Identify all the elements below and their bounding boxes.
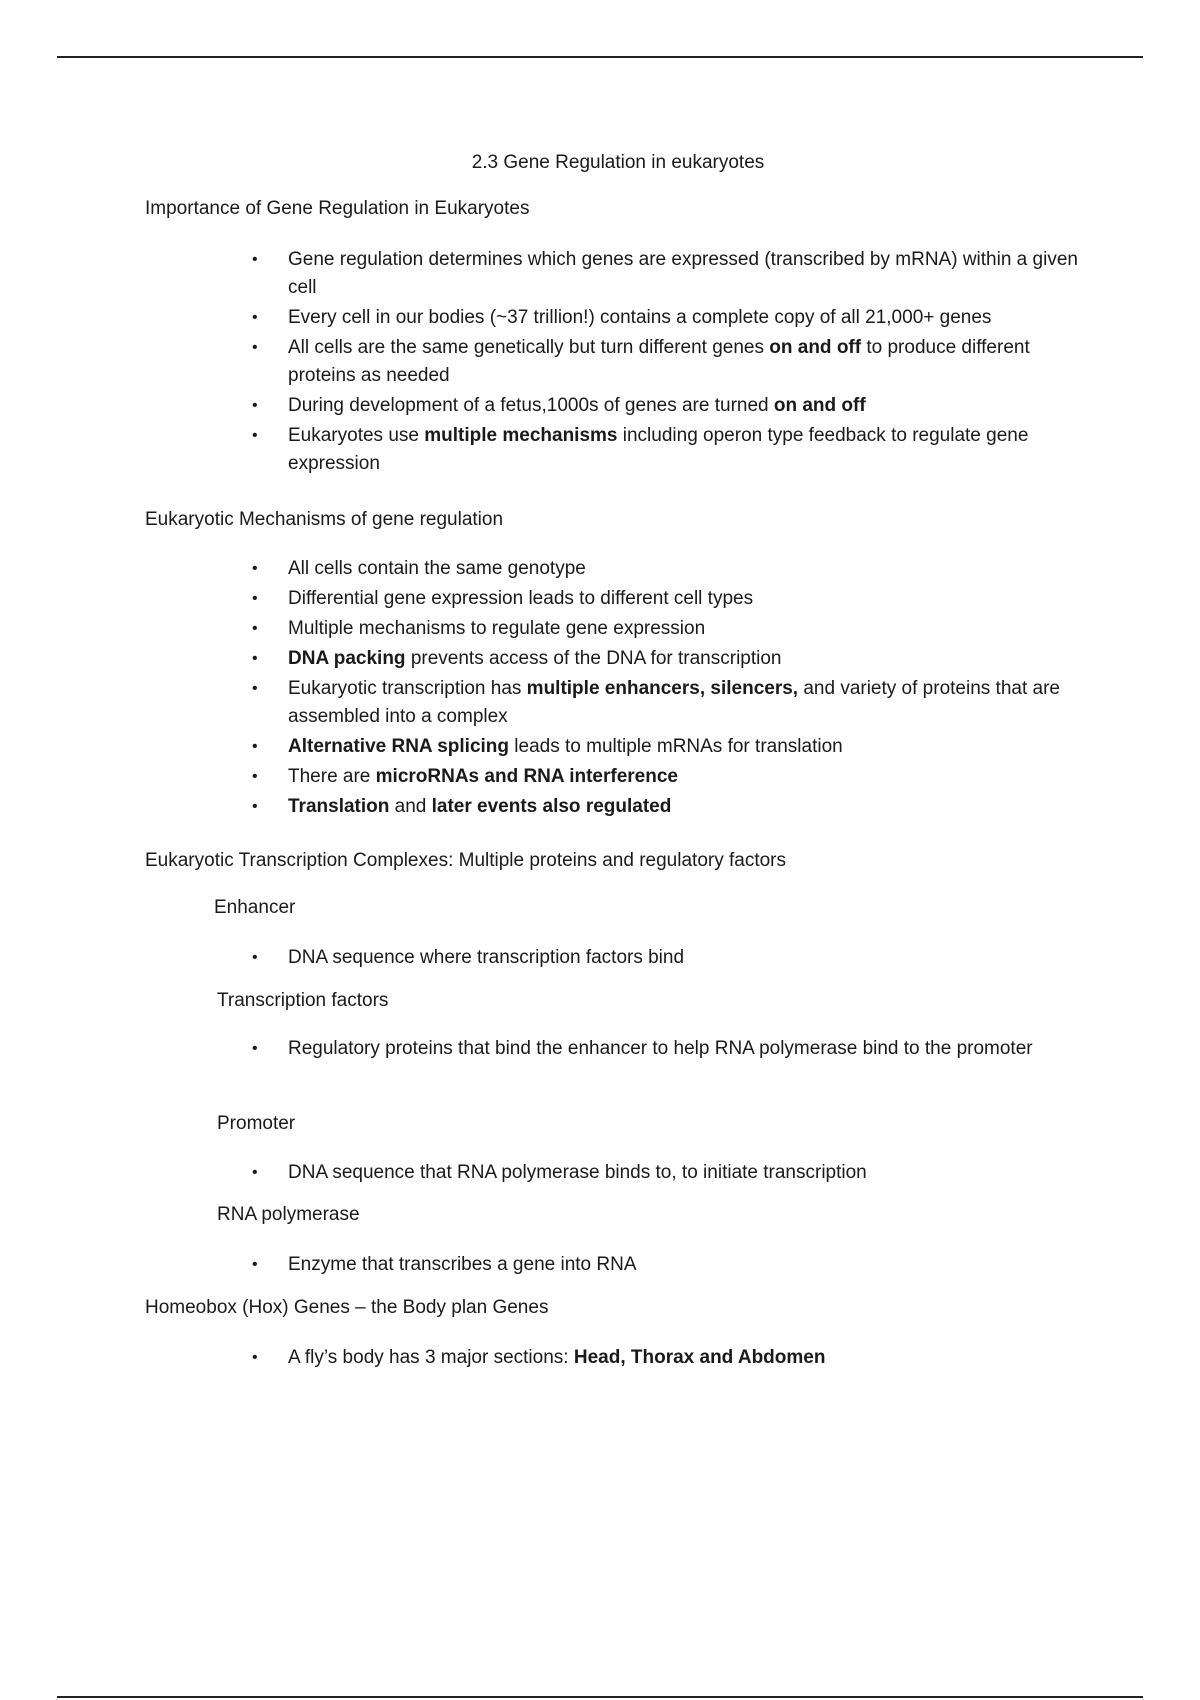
item-text: Gene regulation determines which genes are expressed (transcribed by mRNA) within a given cell <box>288 249 1078 298</box>
bullet-icon: • <box>252 680 258 697</box>
bullet-icon: • <box>252 798 258 815</box>
item-text: prevents access of the DNA for transcription <box>405 648 782 669</box>
section-heading-importance: Importance of Gene Regulation in Eukaryotes <box>145 198 530 219</box>
bullet-icon: • <box>252 427 258 444</box>
bullet-icon: • <box>252 620 258 637</box>
bullet-icon: • <box>252 339 258 356</box>
bullet-icon: • <box>252 650 258 667</box>
item-text: During development of a fetus,1000s of genes are turned <box>288 395 774 416</box>
list-item <box>0 645 1200 673</box>
list-item <box>0 392 1200 420</box>
list-item <box>0 304 1200 332</box>
bullet-icon: • <box>252 590 258 607</box>
list-item <box>0 585 1200 613</box>
bullet-icon: • <box>252 949 258 966</box>
list-item <box>0 334 1200 390</box>
list-item <box>0 1344 1200 1372</box>
bullet-icon: • <box>252 397 258 414</box>
list-item <box>0 675 1200 731</box>
list-item <box>0 555 1200 583</box>
item-text: Differential gene expression leads to different cell types <box>288 588 754 609</box>
subheading-promoter: Promoter <box>217 1113 296 1134</box>
bullet-icon: • <box>252 1164 258 1181</box>
bullet-icon: • <box>252 1256 258 1273</box>
item-text: DNA sequence where transcription factors bind <box>288 947 685 968</box>
bullet-list-enhancer <box>0 944 1200 974</box>
item-text: A fly’s body has 3 major sections: <box>288 1347 574 1368</box>
bottom-rule <box>57 1696 1143 1698</box>
item-text: All cells are the same genetically but turn different genes <box>288 337 770 358</box>
list-item <box>0 944 1200 972</box>
bold-text: later events also regulated <box>431 796 672 817</box>
section-heading-hox: Homeobox (Hox) Genes – the Body plan Genes <box>145 1297 549 1318</box>
item-text: and <box>389 796 432 817</box>
item-text: to produce different proteins as needed <box>288 337 1030 386</box>
subheading-rna-polymerase: RNA polymerase <box>217 1204 360 1225</box>
section-heading-mechanisms: Eukaryotic Mechanisms of gene regulation <box>145 509 504 530</box>
bullet-icon: • <box>252 309 258 326</box>
bold-text: multiple enhancers, silencers, <box>526 678 799 699</box>
bullet-list-rna-polymerase <box>0 1251 1200 1281</box>
list-item <box>0 793 1200 821</box>
list-item <box>0 1251 1200 1279</box>
item-text: All cells contain the same genotype <box>288 558 586 579</box>
bullet-icon: • <box>252 560 258 577</box>
item-text: and variety of proteins that are assembled into a complex <box>288 678 1060 727</box>
item-text: including operon type feedback to regulate gene expression <box>288 425 1029 474</box>
bold-text: DNA packing <box>288 648 406 669</box>
bold-text: on and off <box>769 337 862 358</box>
bold-text: Translation <box>288 796 390 817</box>
bullet-icon: • <box>252 768 258 785</box>
subheading-enhancer: Enhancer <box>214 897 296 918</box>
bullet-list-promoter <box>0 1159 1200 1189</box>
item-text: Regulatory proteins that bind the enhancer to help RNA polymerase bind to the promoter <box>288 1038 1033 1059</box>
item-text: Eukaryotic transcription has <box>288 678 527 699</box>
top-rule <box>57 56 1143 58</box>
bullet-list-importance <box>0 246 1200 480</box>
subheading-transcription-factors: Transcription factors <box>217 990 389 1011</box>
list-item <box>0 1159 1200 1187</box>
item-text: Multiple mechanisms to regulate gene expression <box>288 618 706 639</box>
item-text: DNA sequence that RNA polymerase binds to, to initiate transcription <box>288 1162 867 1183</box>
item-text: leads to multiple mRNAs for translation <box>509 736 843 757</box>
item-text: There are <box>288 766 376 787</box>
list-item <box>0 763 1200 791</box>
bold-text: Head, Thorax and Abdomen <box>573 1347 826 1368</box>
bold-text: microRNAs and RNA interference <box>375 766 678 787</box>
item-text: Enzyme that transcribes a gene into RNA <box>288 1254 637 1275</box>
item-text: Eukaryotes use <box>288 425 425 446</box>
bullet-list-transcription-factors <box>0 1035 1200 1065</box>
list-item <box>0 1035 1200 1063</box>
bullet-icon: • <box>252 738 258 755</box>
bullet-icon: • <box>252 251 258 268</box>
bullet-icon: • <box>252 1040 258 1057</box>
bold-text: Alternative RNA splicing <box>288 736 510 757</box>
item-text: Every cell in our bodies (~37 trillion!) contains a complete copy of all 21,000+ genes <box>288 307 992 328</box>
section-heading-complexes: Eukaryotic Transcription Complexes: Multiple proteins and regulatory factors <box>145 850 787 871</box>
list-item <box>0 733 1200 761</box>
list-item <box>0 615 1200 643</box>
list-item <box>0 246 1200 302</box>
bold-text: multiple mechanisms <box>424 425 618 446</box>
bullet-list-hox <box>0 1344 1200 1374</box>
bold-text: on and off <box>773 395 866 416</box>
bullet-list-mechanisms <box>0 555 1200 823</box>
list-item <box>0 422 1200 478</box>
page-title: 2.3 Gene Regulation in eukaryotes <box>471 152 765 173</box>
bullet-icon: • <box>252 1349 258 1366</box>
